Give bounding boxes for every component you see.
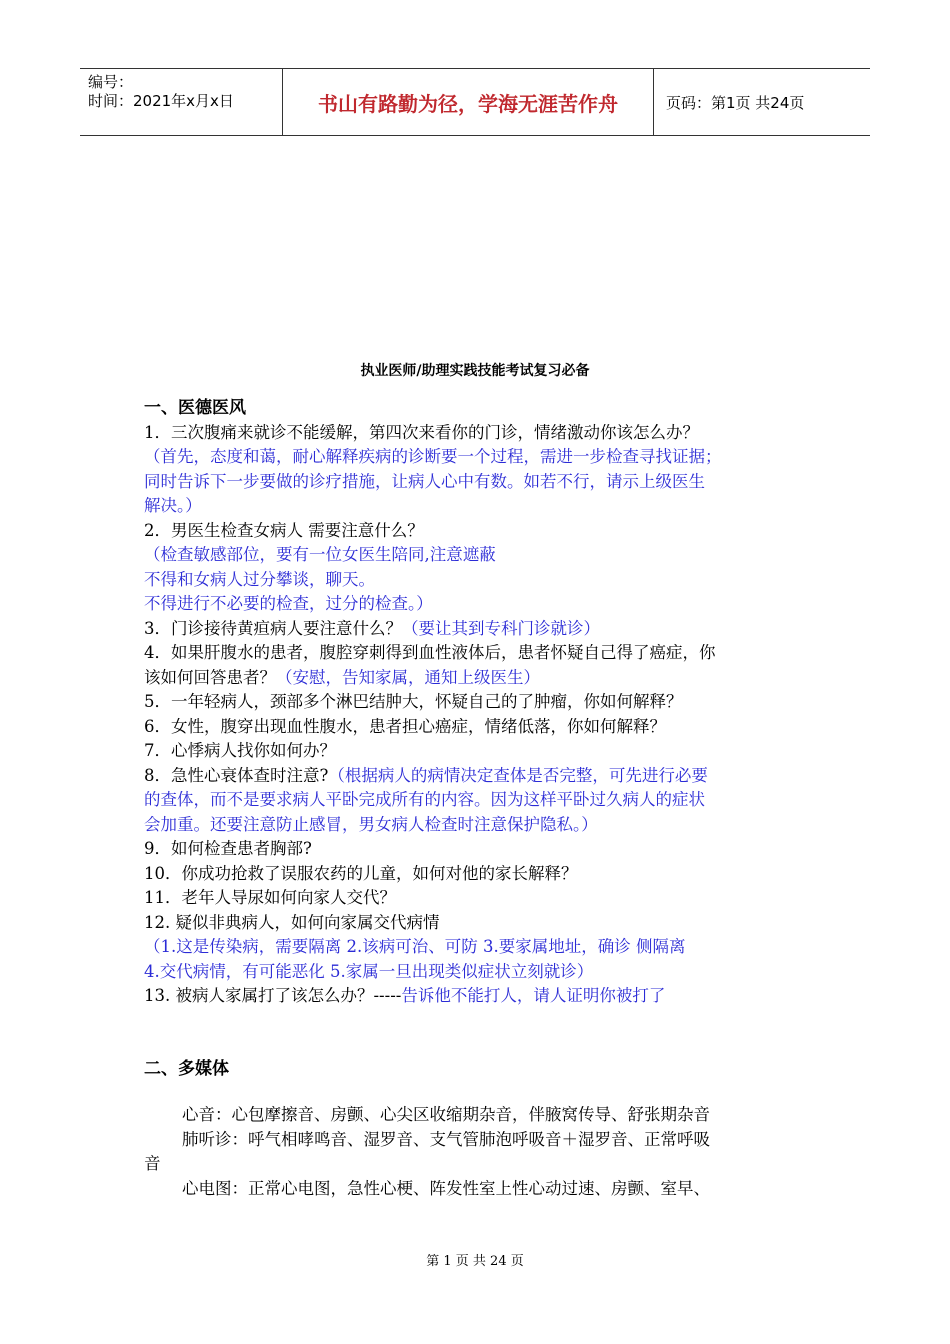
text-line xyxy=(144,813,809,838)
text-line xyxy=(144,470,809,495)
document-title: 执业医师/助理实践技能考试复习必备 xyxy=(360,363,590,379)
section1-list xyxy=(144,421,809,1009)
header-left-cell xyxy=(80,69,280,135)
question-text: 11．老年人导尿如何向家人交代？ xyxy=(144,888,396,907)
header-table xyxy=(80,68,870,136)
question-text: 该如何回答患者？ xyxy=(144,667,276,687)
answer-text: 4.交代病情，有可能恶化 5.家属一旦出现类似症状立刻就诊） xyxy=(144,961,594,981)
answer-text: 不得和女病人过分攀谈，聊天。 xyxy=(144,569,375,589)
question-text: 13. 被病人家属打了该怎么办？----- xyxy=(144,986,402,1005)
document-body xyxy=(144,396,809,1201)
text-line xyxy=(144,837,809,862)
list-item: 心音：心包摩擦音、房颤、心尖区收缩期杂音，伴腋窝传导、舒张期杂音 xyxy=(182,1105,710,1124)
text-line xyxy=(144,421,809,446)
text-line xyxy=(144,715,809,740)
page-footer: 第 1 页 共 24 页 xyxy=(426,1254,524,1269)
text-line xyxy=(144,960,809,985)
text-line xyxy=(144,862,809,887)
text-line xyxy=(144,519,809,544)
page-info: 页码：第1页 共24页 xyxy=(666,93,805,112)
list-item: 心电图：正常心电图，急性心梗、阵发性室上性心动过速、房颤、室早、 xyxy=(182,1178,710,1198)
answer-text: 同时告诉下一步要做的诊疗措施，让病人心中有数。如若不行，请示上级医生 xyxy=(144,471,705,491)
text-line xyxy=(144,494,809,519)
text-line xyxy=(144,666,809,691)
answer-text: 不得进行不必要的检查，过分的检查。） xyxy=(144,594,433,613)
number-label: 编号： xyxy=(88,73,134,91)
answer-text: （1.这是传染病，需要隔离 2.该病可治、可防 3.要家属地址，确诊 侧隔离 xyxy=(144,937,686,956)
answer-text: （检查敏感部位，要有一位女医生陪同,注意遮蔽 xyxy=(144,545,496,564)
list-item: 音 xyxy=(144,1154,161,1173)
text-line xyxy=(144,568,809,593)
list-item: 肺听诊：呼气相哮鸣音、湿罗音、支气管肺泡呼吸音＋湿罗音、正常呼吸 xyxy=(182,1129,710,1149)
text-line xyxy=(144,886,809,911)
question-text: 7．心悸病人找你如何办？ xyxy=(144,741,336,760)
answer-text: 告诉他不能打人，请人证明你被打了 xyxy=(401,986,666,1005)
answer-text: （安慰，告知家属，通知上级医生） xyxy=(276,667,540,687)
answer-text: 的查体，而不是要求病人平卧完成所有的内容。因为这样平卧过久病人的症状 xyxy=(144,790,705,809)
question-text: 3．门诊接待黄疸病人要注意什么？ xyxy=(144,618,402,638)
answer-text: 会加重。还要注意防止感冒，男女病人检查时注意保护隐私。） xyxy=(144,814,598,834)
question-text: 4．如果肝腹水的患者，腹腔穿刺得到血性液体后，患者怀疑自己得了癌症，你 xyxy=(144,643,716,662)
question-text: 10．你成功抢救了误服农药的儿童，如何对他的家长解释？ xyxy=(144,863,578,883)
question-text: 5．一年轻病人，颈部多个淋巴结肿大，怀疑自己的了肿瘤，你如何解释？ xyxy=(144,692,683,711)
text-line xyxy=(144,911,809,936)
question-text: 6．女性，腹穿出现血性腹水，患者担心癌症，情绪低落，你如何解释？ xyxy=(144,716,666,736)
text-line xyxy=(144,739,809,764)
question-text: 8．急性心衰体查时注意? xyxy=(144,765,329,785)
text-line xyxy=(144,690,809,715)
question-text: 9．如何检查患者胸部? xyxy=(144,839,312,858)
section-heading: 二、多媒体 xyxy=(144,1058,229,1079)
answer-text: 解决。） xyxy=(144,496,202,515)
text-line xyxy=(144,617,809,642)
answer-text: （首先，态度和蔼，耐心解释疾病的诊断要一个过程，需进一步检查寻找证据； xyxy=(144,447,722,466)
text-line xyxy=(144,592,809,617)
text-line xyxy=(144,543,809,568)
answer-text: （要让其到专科门诊就诊） xyxy=(402,618,600,638)
text-line xyxy=(144,445,809,470)
text-line xyxy=(144,641,809,666)
text-line xyxy=(144,788,809,813)
date-line: 时间：2021年x月x日 xyxy=(88,92,234,110)
question-text: 2．男医生检查女病人 需要注意什么？ xyxy=(144,520,424,540)
text-line xyxy=(144,984,809,1009)
question-text: 1．三次腹痛来就诊不能缓解，第四次来看你的门诊，情绪激动你该怎么办？ xyxy=(144,422,699,442)
motto: 书山有路勤为径，学海无涯苦作舟 xyxy=(282,69,654,135)
answer-text: （根据病人的病情决定查体是否完整，可先进行必要 xyxy=(328,765,708,785)
text-line xyxy=(144,935,809,960)
section-heading: 一、医德医风 xyxy=(144,398,246,418)
text-line xyxy=(144,764,809,789)
question-text: 12. 疑似非典病人，如何向家属交代病情 xyxy=(144,912,440,932)
